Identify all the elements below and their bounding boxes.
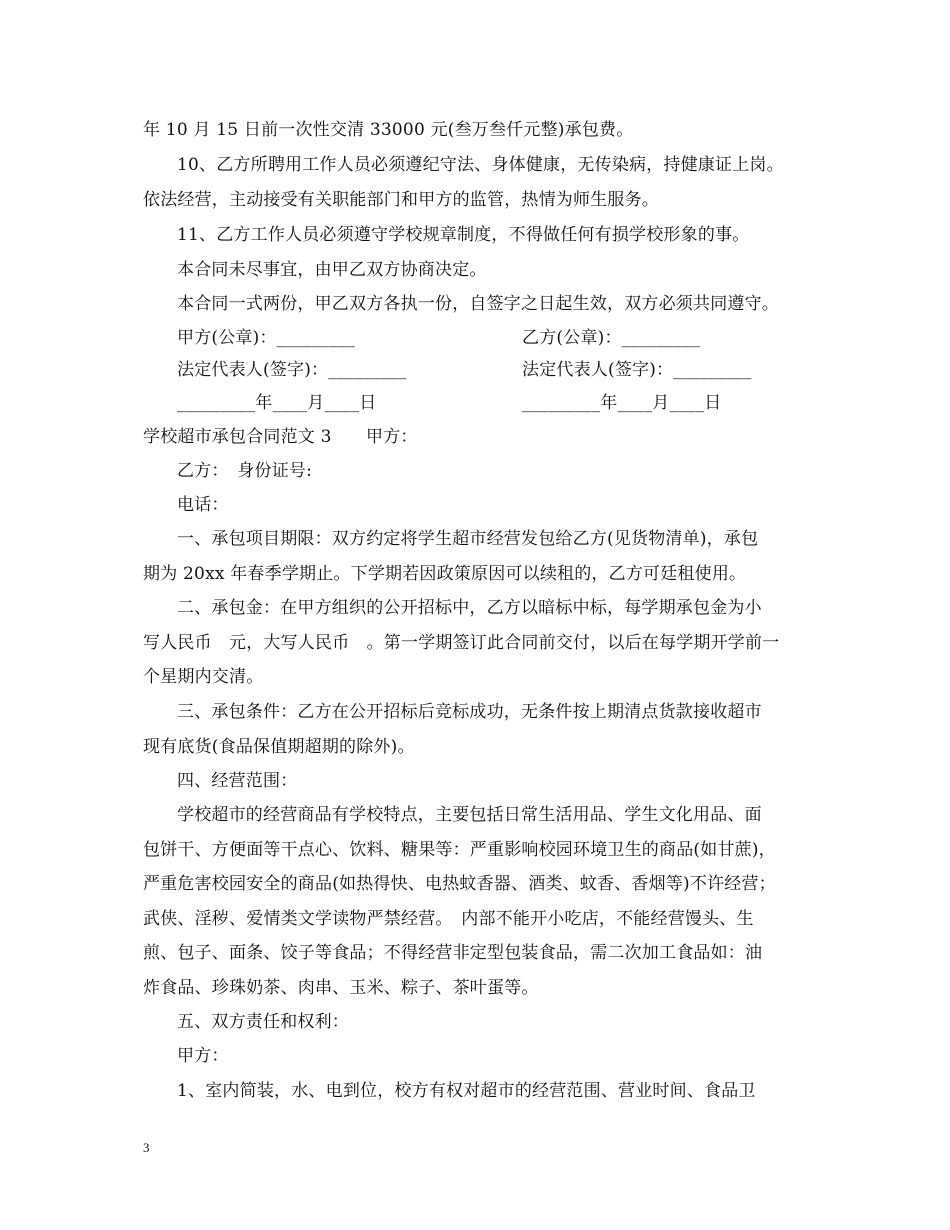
text-line: 11、乙方工作人员必须遵守学校规章制度，不得做任何有损学校形象的事。 xyxy=(177,225,750,245)
text-line: 一、承包项目期限：双方约定将学生超市经营发包给乙方(见货物清单)，承包 xyxy=(177,529,759,549)
text-line: 年 10 月 15 日前一次性交清 33000 元(叁万叁仟元整)承包费。 xyxy=(143,120,634,140)
party-a-date: _________年____月____日 xyxy=(177,393,377,413)
text-line: 四、经营范围： xyxy=(177,771,298,791)
section-title: 学校超市承包合同范文 3 甲方： xyxy=(143,427,418,447)
text-line: 电话： xyxy=(177,495,229,515)
page-number: 3 xyxy=(143,1140,150,1155)
text-line: 现有底货(食品保值期超期的除外)。 xyxy=(143,737,415,757)
text-line: 乙方： 身份证号: xyxy=(177,461,313,481)
text-line: 炸食品、珍珠奶茶、肉串、玉米、粽子、茶叶蛋等。 xyxy=(143,978,539,998)
text-line: 二、承包金：在甲方组织的公开招标中，乙方以暗标中标，每学期承包金为小 xyxy=(177,598,762,618)
text-line: 学校超市的经营商品有学校特点，主要包括日常生活用品、学生文化用品、面 xyxy=(177,805,762,825)
party-b-seal: 乙方(公章)：_________ xyxy=(522,328,700,348)
text-line: 写人民币 元，大写人民币 。第一学期签订此合同前交付，以后在每学期开学前一 xyxy=(143,633,780,653)
text-line: 1、室内简装，水、电到位，校方有权对超市的经营范围、营业时间、食品卫 xyxy=(177,1081,756,1101)
text-line: 甲方： xyxy=(177,1046,229,1066)
text-line: 包饼干、方便面等干点心、饮料、糖果等：严重影响校园环境卫生的商品(如甘蔗)， xyxy=(143,840,776,860)
text-line: 严重危害校园安全的商品(如热得快、电热蚊香器、酒类、蚊香、香烟等)不许经营； xyxy=(143,874,776,894)
text-line: 依法经营，主动接受有关职能部门和甲方的监管，热情为师生服务。 xyxy=(143,190,659,210)
text-line: 三、承包条件：乙方在公开招标后竞标成功，无条件按上期清点货款接收超市 xyxy=(177,702,762,722)
party-b-date: _________年____月____日 xyxy=(522,393,722,413)
text-line: 期为 20xx 年春季学期止。下学期若因政策原因可以续租的，乙方可廷租使用。 xyxy=(143,564,747,584)
text-line: 10、乙方所聘用工作人员必须遵纪守法、身体健康，无传染病，持健康证上岗。 xyxy=(177,155,784,175)
party-a-seal: 甲方(公章)：_________ xyxy=(177,328,355,348)
text-line: 本合同一式两份，甲乙双方各执一份，自签字之日起生效，双方必须共同遵守。 xyxy=(177,294,779,314)
party-a-representative: 法定代表人(签字)：_________ xyxy=(177,360,407,380)
text-line: 煎、包子、面条、饺子等食品；不得经营非定型包装食品，需二次加工食品如：油 xyxy=(143,943,763,963)
text-line: 武侠、淫秽、爱情类文学读物严禁经营。 内部不能开小吃店，不能经营馒头、生 xyxy=(143,909,754,929)
text-line: 五、双方责任和权利： xyxy=(177,1012,349,1032)
text-line: 本合同未尽事宜，由甲乙双方协商决定。 xyxy=(177,260,487,280)
text-line: 个星期内交清。 xyxy=(143,667,264,687)
party-b-representative: 法定代表人(签字)：_________ xyxy=(522,360,752,380)
